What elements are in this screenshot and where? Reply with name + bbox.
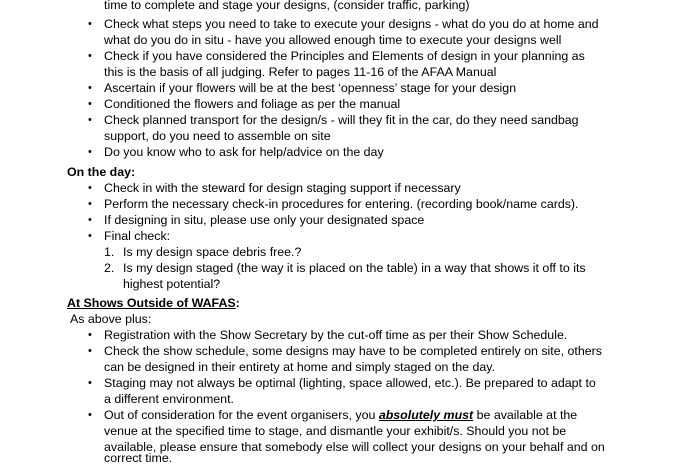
bullet-icon: • <box>88 82 92 94</box>
item-line: Staging may not always be optimal (lighting, space allowed, etc.). Be prepared to adapt to <box>104 376 596 390</box>
item-line: Check in with the steward for design staging support if necessary <box>104 181 461 195</box>
item-line <box>104 408 577 423</box>
section-heading-colon: : <box>235 296 240 310</box>
item-line: Ascertain if your flowers will be at the best ‘openness’ stage for your design <box>104 81 517 95</box>
section-heading <box>67 296 240 311</box>
item-line: Is my design space debris free.? <box>123 245 302 259</box>
bullet-icon: • <box>88 230 92 242</box>
bullet-icon: • <box>88 345 92 357</box>
item-line: correct time. <box>104 451 173 465</box>
item-line: Conditioned the flowers and foliage as per the manual <box>104 97 401 111</box>
item-line: Check the show schedule, some designs may have to be completed entirely on site, others <box>104 344 602 358</box>
item-line: venue at the specified time to stage, and dismantle your exhibit/s. Should you not be <box>104 424 567 438</box>
item-line: highest potential? <box>123 277 221 291</box>
bullet-icon: • <box>88 377 92 389</box>
bullet-icon: • <box>88 18 92 30</box>
item-line: can be designed in their entirety at home and simply staged on the day. <box>104 360 496 374</box>
item-line: Check if you have considered the Principles and Elements of design in your planning as <box>104 49 585 63</box>
item-line: Final check: <box>104 229 171 243</box>
item-line: Perform the necessary check-in procedures for entering. (recording book/name cards). <box>104 197 579 211</box>
item-line: this is the basis of all judging. Refer to pages 11-16 of the AFAA Manual <box>104 65 497 79</box>
item-line: what do you do in situ - have you allowed enough time to execute your designs well <box>104 33 562 47</box>
item-line: Is my design staged (the way it is placed on the table) in a way that shows it off to its <box>123 261 586 275</box>
bullet-icon: • <box>88 214 92 226</box>
bullet-icon: • <box>88 98 92 110</box>
bullet-icon: • <box>88 409 92 421</box>
item-line: available, please ensure that somebody else will collect your designs on your behalf and on <box>104 440 605 454</box>
section-heading-text: At Shows Outside of WAFAS <box>67 296 236 310</box>
item-line: If designing in situ, please use only your designated space <box>104 213 425 227</box>
bullet-icon: • <box>88 114 92 126</box>
bullet-icon: • <box>88 50 92 62</box>
item-line: a different environment. <box>104 392 234 406</box>
item-line: time to complete and stage your designs, (consider traffic, parking) <box>104 0 470 12</box>
bullet-icon: • <box>88 146 92 158</box>
list-number: 2. <box>104 261 115 275</box>
item-text: Out of consideration for the event organisers, you <box>104 408 379 422</box>
list-number: 1. <box>104 245 115 259</box>
intro-text: As above plus: <box>70 312 152 326</box>
bullet-icon: • <box>88 182 92 194</box>
item-line: Check planned transport for the design/s - will they fit in the car, do they need sandbag <box>104 113 579 127</box>
item-line: Registration with the Show Secretary by the cut-off time as per their Show Schedule. <box>104 328 568 342</box>
item-line: Do you know who to ask for help/advice on the day <box>104 145 384 159</box>
section-heading: On the day: <box>67 165 136 179</box>
item-text: be available at the <box>473 408 578 422</box>
emphasis-text: absolutely must <box>378 408 474 422</box>
bullet-icon: • <box>88 198 92 210</box>
item-line: Check what steps you need to take to execute your designs - what do you do at home and <box>104 17 599 31</box>
item-line: support, do you need to assemble on site <box>104 129 331 143</box>
bullet-icon: • <box>88 329 92 341</box>
